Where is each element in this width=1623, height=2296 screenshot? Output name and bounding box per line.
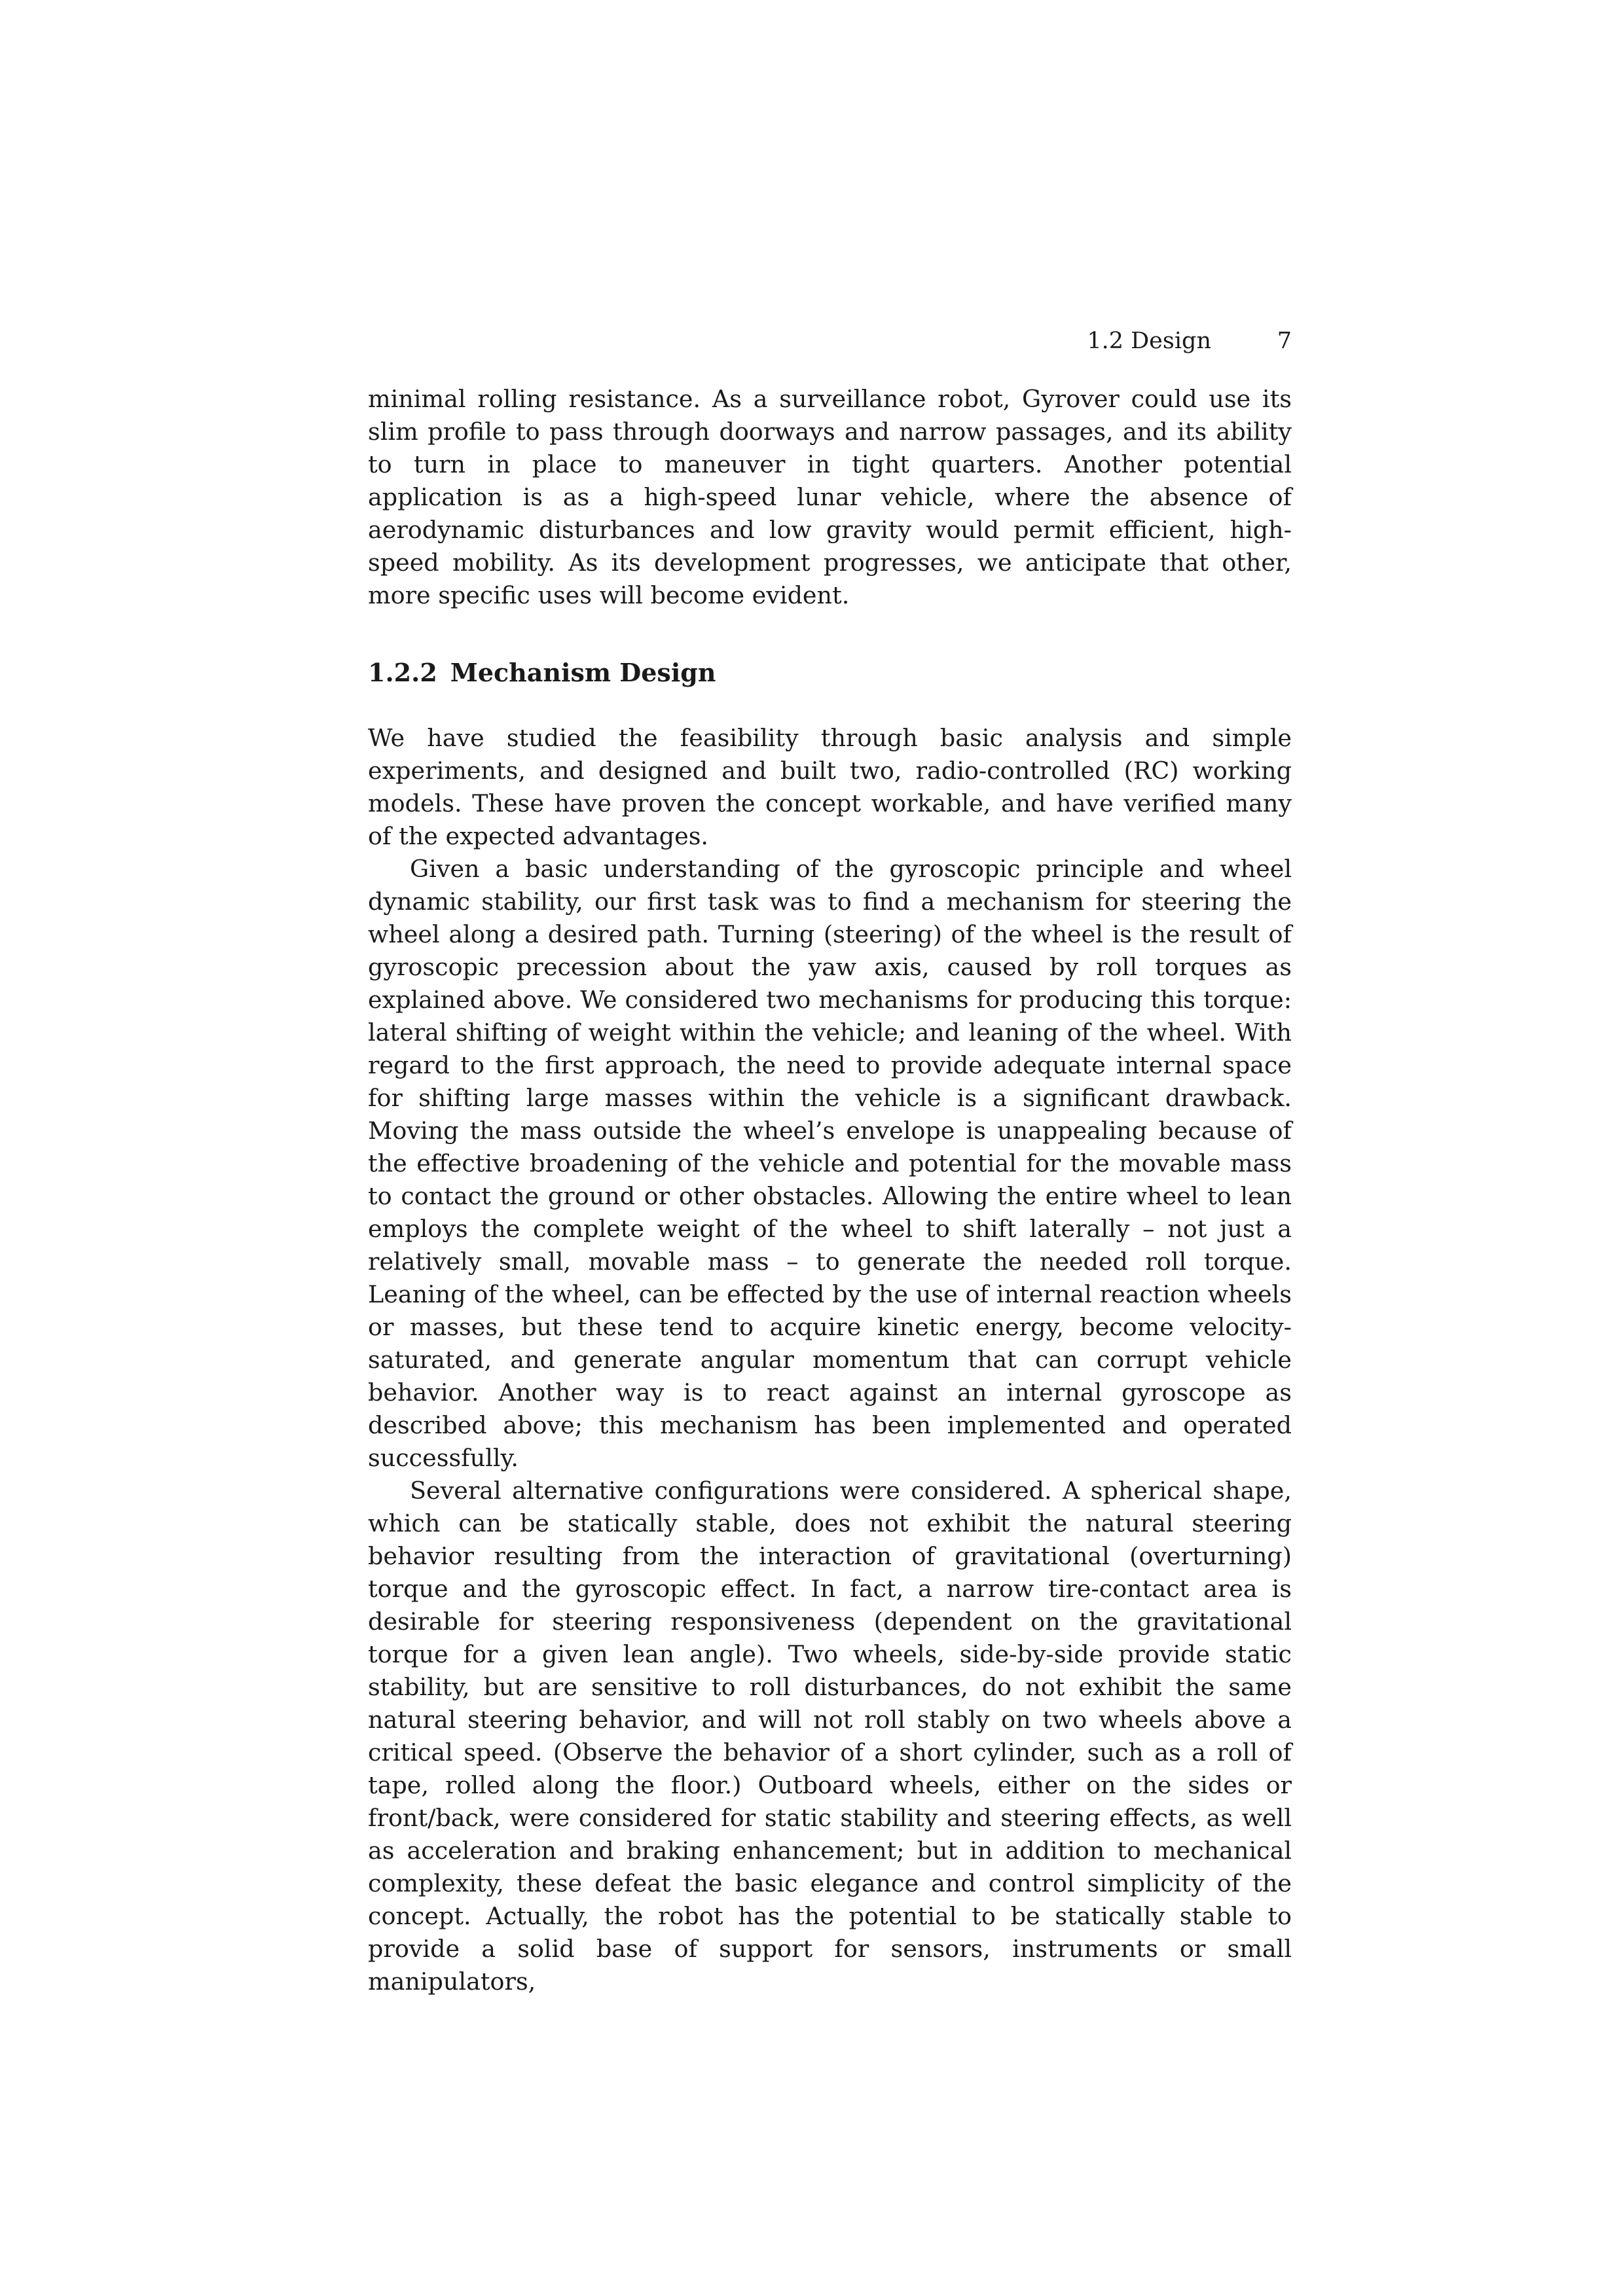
paragraph-continued: minimal rolling resistance. As a surveillance robot, Gyrover could use its slim profile to pass through doorways and narrow passages, and its ability to turn in place to maneuver in tight quarters. Another potential application is as a high-speed lunar vehicle, where the absence of aerodynamic disturbances and low gravity would permit efficient, high-speed mobility. As its development progresses, we anticipate that other, more specific uses will become evident. [368, 385, 1292, 609]
subsection-title: Mechanism Design [450, 658, 716, 687]
page-number: 7 [1277, 328, 1292, 354]
subsection-number: 1.2.2 [368, 658, 437, 687]
paragraph: We have studied the feasibility through basic analysis and simple experiments, and designed and built two, radio-controlled (RC) working models. These have proven the concept workable, and have verified many of the expected advantages. [368, 724, 1292, 850]
running-head-section: 1.2 Design [1087, 328, 1211, 354]
paragraph: Given a basic understanding of the gyroscopic principle and wheel dynamic stability, our first task was to find a mechanism for steering the wheel along a desired path. Turning (steering) of the wheel is the result of gyroscopic precession about the yaw axis, caused by roll torques as explained above. We considered two mechanisms for producing this torque: lateral shifting of weight within the vehicle; and leaning of the wheel. With regard to the first approach, the need to provide adequate internal space for shifting large masses within the vehicle is a significant drawback. Moving the mass outside the wheel’s envelope is unappealing because of the effective broadening of the vehicle and potential for the movable mass to contact the ground or other obstacles. Allowing the entire wheel to lean employs the complete weight of the wheel to shift laterally – not just a relatively small, movable mass – to generate the needed roll torque. Leaning of the wheel, can be effected by the use of internal reaction wheels or masses, but these tend to acquire kinetic energy, become velocity-saturated, and generate angular momentum that can corrupt vehicle behavior. Another way is to react against an internal gyroscope as described above; this mechanism has been implemented and operated successfully. [368, 855, 1292, 1472]
subsection-heading [368, 656, 1292, 689]
paragraph: Several alternative configurations were considered. A spherical shape, which can be statically stable, does not exhibit the natural steering behavior resulting from the interaction of gravitational (overturning) torque and the gyroscopic effect. In fact, a narrow tire-contact area is desirable for steering responsiveness (dependent on the gravitational torque for a given lean angle). Two wheels, side-by-side provide static stability, but are sensitive to roll disturbances, do not exhibit the same natural steering behavior, and will not roll stably on two wheels above a critical speed. (Observe the behavior of a short cylinder, such as a roll of tape, rolled along the floor.) Outboard wheels, either on the sides or front/back, were considered for static stability and steering effects, as well as acceleration and braking enhancement; but in addition to mechanical complexity, these defeat the basic elegance and control simplicity of the concept. Actually, the robot has the potential to be statically stable to provide a solid base of support for sensors, instruments or small manipulators, [368, 1477, 1292, 1996]
body-text [368, 383, 1292, 1998]
running-head [368, 325, 1292, 357]
